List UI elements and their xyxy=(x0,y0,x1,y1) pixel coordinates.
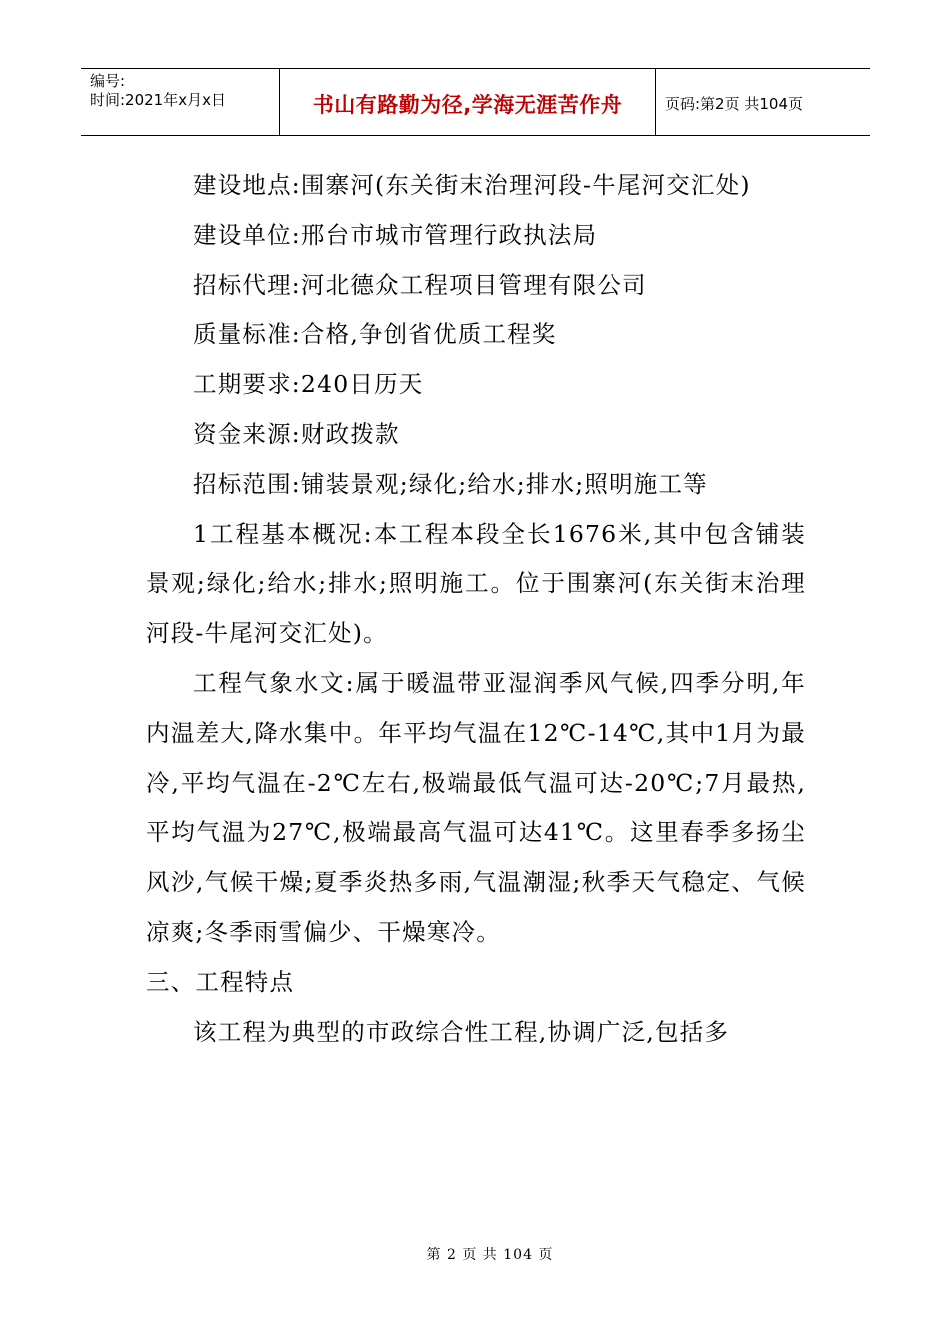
footer-page-number: 第 2 页 共 104 页 xyxy=(426,1247,554,1263)
paragraph-climate-hydrology: 工程气象水文:属于暖温带亚湿润季风气候,四季分明,年内温差大,降水集中。年平均气温在12℃-14℃,其中1月为最冷,平均气温在-2℃左右,极端最低气温可达-20℃;7月最热,平均气温为27℃,极端最高气温可达41℃。这里春季多扬尘风沙,气候干燥;夏季炎热多雨,气温潮湿;秋季天气稳定、气候凉爽;冬季雨雪偏少、干燥寒冷。 xyxy=(146,668,806,946)
page-footer xyxy=(0,1244,950,1264)
paragraph-duration: 工期要求:240日历天 xyxy=(193,370,424,399)
header-meta xyxy=(81,69,280,135)
paragraph-funding-source: 资金来源:财政拨款 xyxy=(193,419,400,448)
motto-text: 书山有路勤为径,学海无涯苦作舟 xyxy=(312,93,623,117)
paragraph-tender-agent: 招标代理:河北德众工程项目管理有限公司 xyxy=(193,270,647,299)
time-label: 时间:2021年x月x日 xyxy=(90,91,226,109)
header-motto-cell xyxy=(280,69,656,135)
document-body xyxy=(146,161,806,1057)
header-page-code xyxy=(656,69,870,135)
paragraph-project-features: 该工程为典型的市政综合性工程,协调广泛,包括多 xyxy=(193,1017,730,1046)
paragraph-tender-scope: 招标范围:铺装景观;绿化;给水;排水;照明施工等 xyxy=(193,469,708,498)
paragraph-quality-standard: 质量标准:合格,争创省优质工程奖 xyxy=(193,320,557,349)
paragraph-construction-site: 建设地点:围寨河(东关街末治理河段-牛尾河交汇处) xyxy=(193,171,751,199)
serial-number-label: 编号: xyxy=(90,72,126,90)
paragraph-project-overview: 1工程基本概况:本工程本段全长1676米,其中包含铺装景观;绿化;给水;排水;照明施工。位于围寨河(东关街末治理河段-牛尾河交汇处)。 xyxy=(146,519,806,648)
section-heading: 三、工程特点 xyxy=(146,967,295,996)
paragraph-construction-unit: 建设单位:邢台市城市管理行政执法局 xyxy=(193,220,598,249)
page-header xyxy=(81,68,870,136)
page-code-text: 页码:第2页 共104页 xyxy=(665,95,803,113)
